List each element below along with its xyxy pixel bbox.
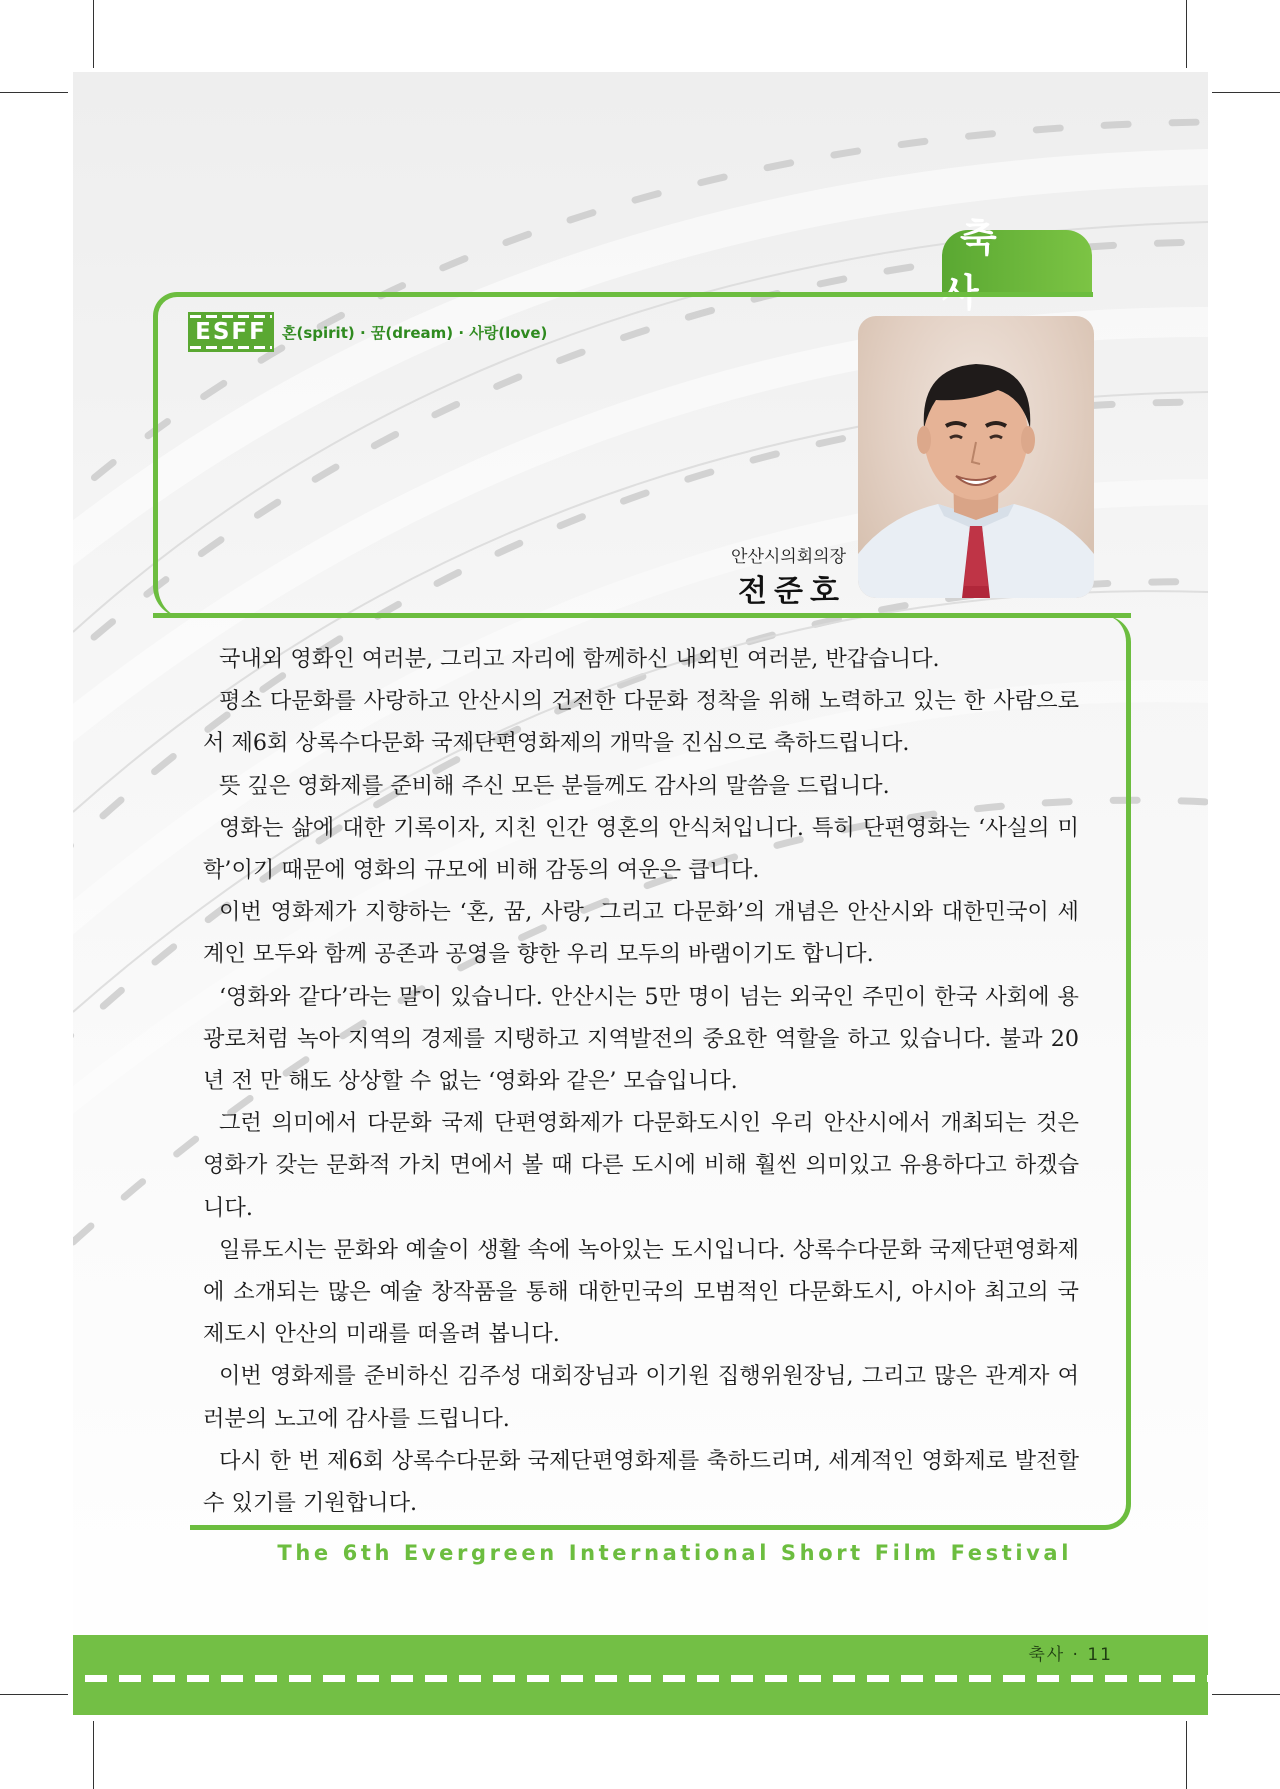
crop-mark xyxy=(93,1721,94,1789)
crop-mark xyxy=(1186,0,1187,68)
heading-tab: 축사 xyxy=(942,230,1092,294)
portrait-illustration xyxy=(858,316,1094,598)
paragraph: 그런 의미에서 다문화 국제 단편영화제가 다문화도시인 우리 안산시에서 개최되는 것은 영화가 갖는 문화적 가치 면에서 볼 때 다른 도시에 비해 훨씬 의미있고 유용하다고 하겠습니다. xyxy=(203,1110,1079,1221)
paragraph: 국내외 영화인 여러분, 그리고 자리에 함께하신 내외빈 여러분, 반갑습니다. xyxy=(219,646,940,672)
paragraph: 이번 영화제가 지향하는 ‘혼, 꿈, 사랑, 그리고 다문화’의 개념은 안산시와 대한민국이 세계인 모두와 함께 공존과 공영을 향한 우리 모두의 바램이기도 합니다. xyxy=(203,899,1079,968)
congratulatory-address xyxy=(203,638,1079,1524)
author-title: 안산시의회의장 xyxy=(731,547,846,567)
paragraph: 일류도시는 문화와 예술이 생활 속에 녹아있는 도시입니다. 상록수다문화 국제단편영화제에 소개되는 많은 예술 창작품을 통해 대한민국의 모범적인 다문화도시, 아시아 최고의 국제도시 안산의 미래를 떠올려 봅니다. xyxy=(203,1236,1079,1348)
crop-mark xyxy=(0,92,68,93)
page-number: 축사 · 11 xyxy=(1028,1645,1113,1665)
crop-mark xyxy=(0,1694,68,1695)
author-name: 전준호 xyxy=(738,574,846,609)
paragraph: 평소 다문화를 사랑하고 안산시의 건전한 다문화 정착을 위해 노력하고 있는 한 사람으로서 제6회 상록수다문화 국제단편영화제의 개막을 진심으로 축하드립니다. xyxy=(203,688,1079,757)
crop-mark xyxy=(93,0,94,68)
crop-mark xyxy=(1212,92,1280,93)
logo-slogan: 혼(spirit) · 꿈(dream) · 사랑(love) xyxy=(282,323,548,342)
crop-mark xyxy=(1186,1721,1187,1789)
paragraph: ‘영화와 같다’라는 말이 있습니다. 안산시는 5만 명이 넘는 외국인 주민이 한국 사회에 용광로처럼 녹아 지역의 경제를 지탱하고 지역발전의 중요한 역할을 하고 있습니다. 불과 20년 전 만 해도 상상할 수 없는 ‘영화와 같은’ 모습입니다. xyxy=(203,983,1079,1095)
crop-mark xyxy=(1212,1694,1280,1695)
logo-mark: ESFF xyxy=(188,312,274,352)
paragraph: 다시 한 번 제6회 상록수다문화 국제단편영화제를 축하드리며, 세계적인 영화제로 발전할 수 있기를 기원합니다. xyxy=(203,1447,1079,1517)
film-dash-line xyxy=(85,1675,1208,1682)
festival-logo xyxy=(188,312,547,352)
footer-band xyxy=(73,1635,1208,1715)
author-photo xyxy=(858,316,1094,598)
paragraph: 영화는 삶에 대한 기록이자, 지친 인간 영혼의 안식처입니다. 특히 단편영화는 ‘사실의 미학’이기 때문에 영화의 규모에 비해 감동의 여운은 큽니다. xyxy=(203,814,1079,884)
paragraph: 뜻 깊은 영화제를 준비해 주신 모든 분들께도 감사의 말씀을 드립니다. xyxy=(219,772,890,799)
festival-title: The 6th Evergreen International Short Film Festival xyxy=(277,1541,1072,1565)
paragraph: 이번 영화제를 준비하신 김주성 대회장님과 이기원 집행위원장님, 그리고 많은 관계자 여러분의 노고에 감사를 드립니다. xyxy=(203,1363,1079,1432)
